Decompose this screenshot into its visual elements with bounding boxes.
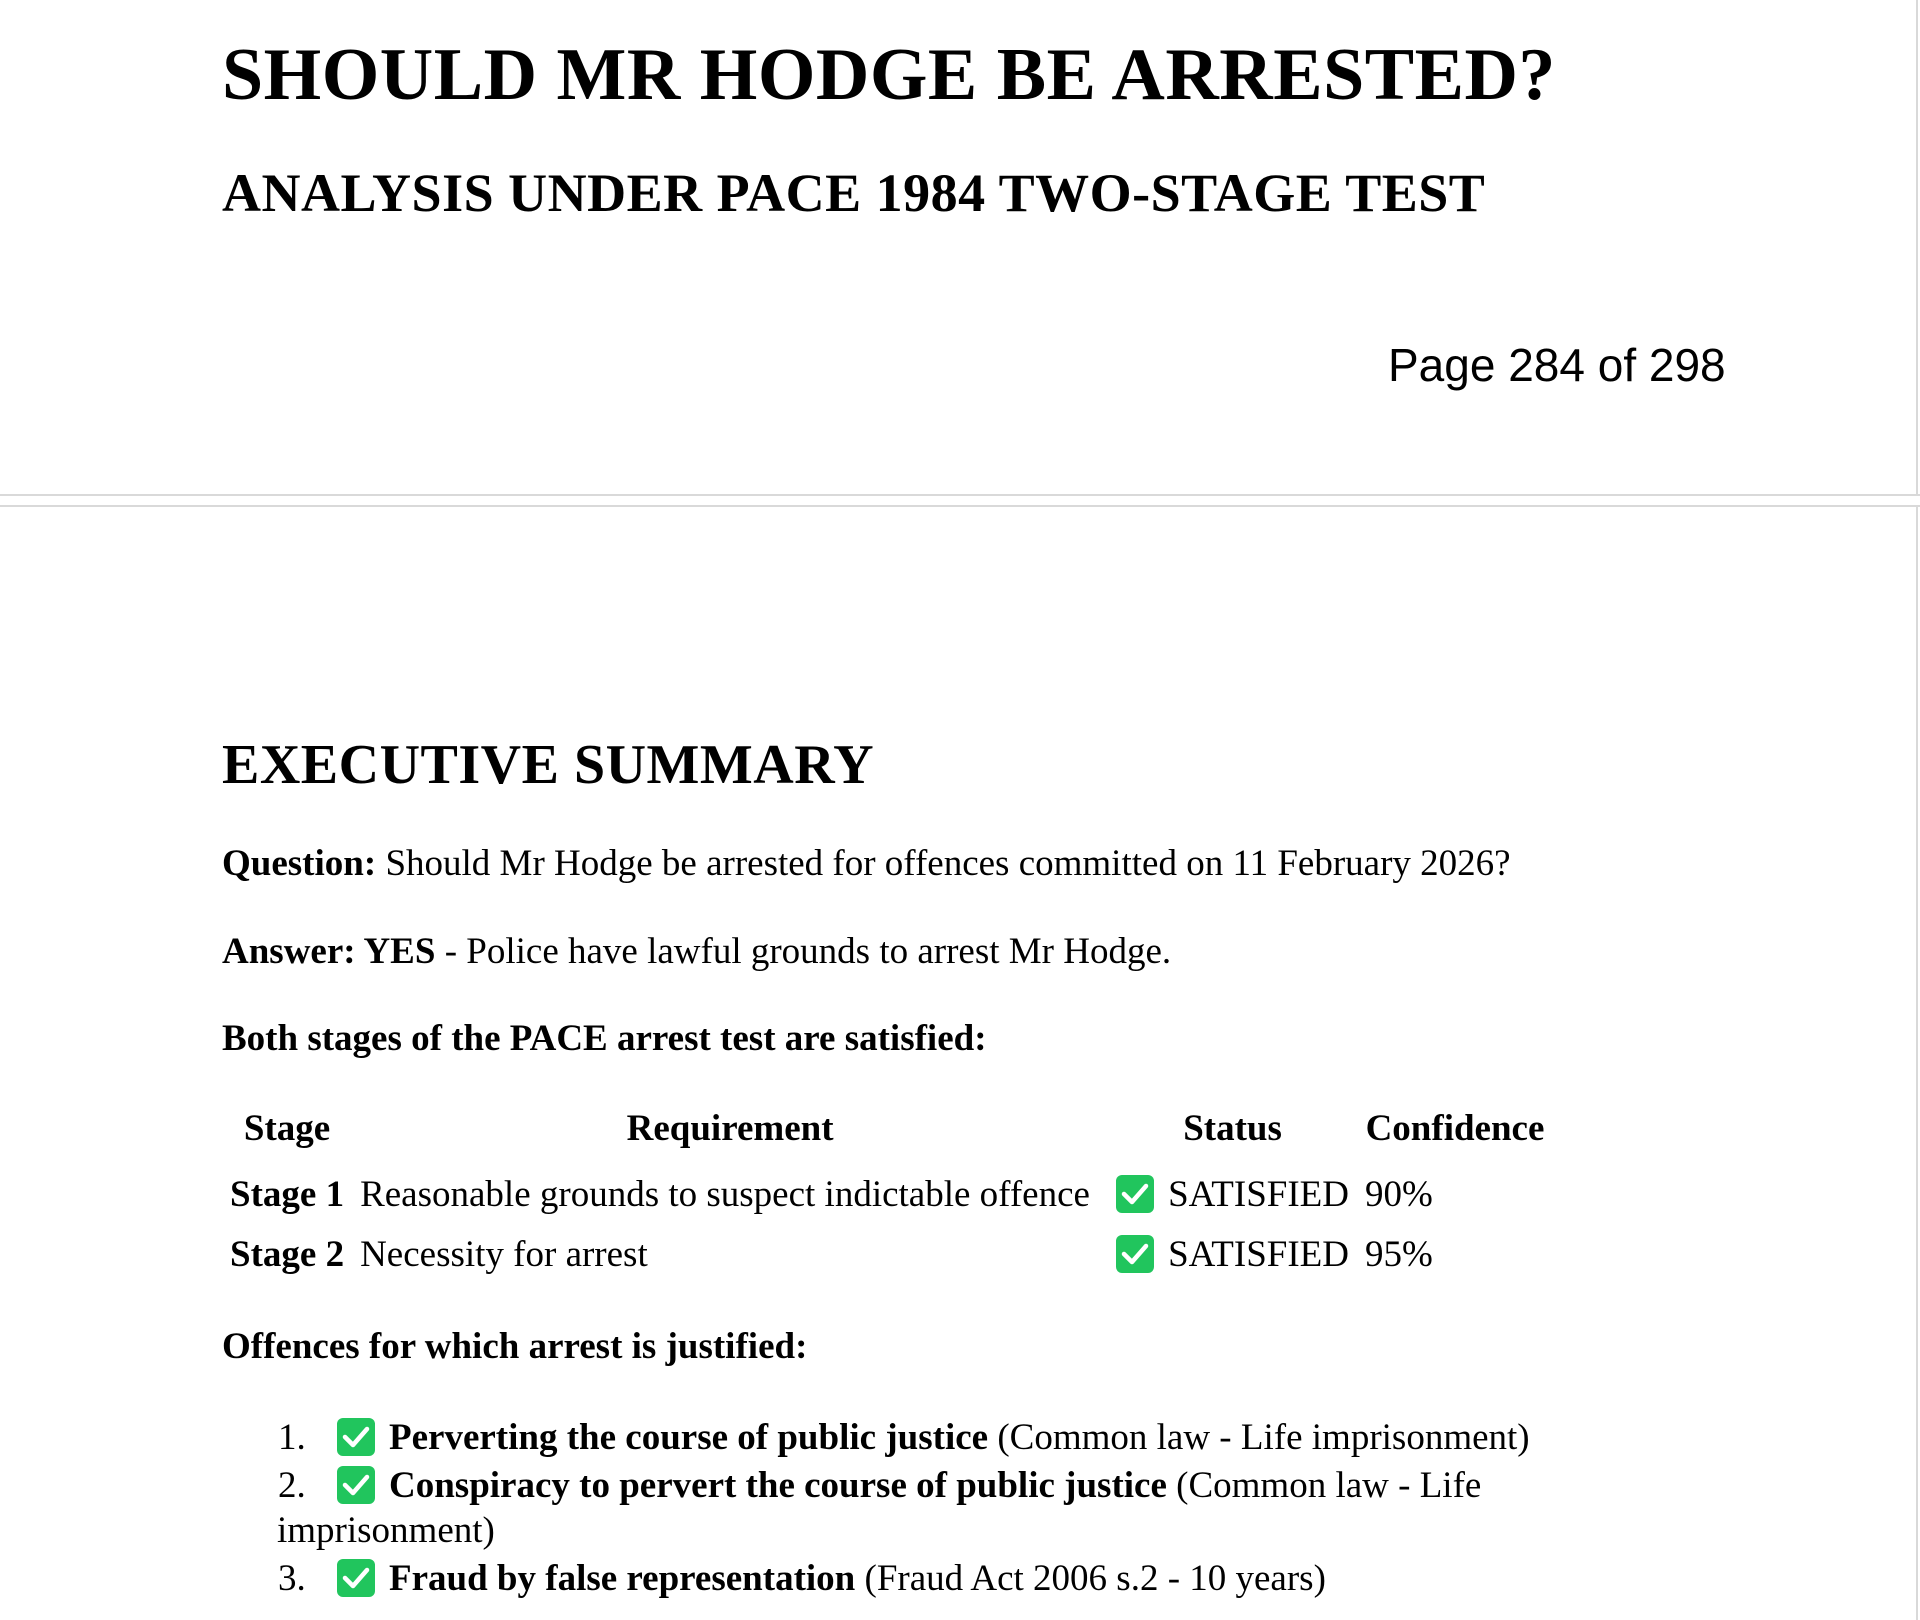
list-number: 3. <box>278 1558 306 1599</box>
offence-name: Fraud by false representation <box>389 1558 856 1599</box>
question-label: Question: <box>222 843 377 884</box>
table-header-stage: Stage <box>243 1108 331 1149</box>
document-page-bottom <box>0 507 1918 1620</box>
table-cell-requirement: Necessity for arrest <box>360 1233 648 1275</box>
question-text: Should Mr Hodge be arrested for offences committed on 11 February 2026? <box>385 843 1511 884</box>
offence-detail: (Fraud Act 2006 s.2 - 10 years) <box>864 1558 1326 1599</box>
list-number: 1. <box>278 1417 306 1458</box>
table-cell-confidence: 95% <box>1365 1233 1433 1275</box>
green-check-icon <box>337 1559 375 1597</box>
table-cell-status <box>1108 1164 1357 1224</box>
offences-list <box>222 1415 1622 1604</box>
table-header-confidence: Confidence <box>1365 1108 1545 1149</box>
question-paragraph <box>222 842 1511 885</box>
table-cell-requirement: Reasonable grounds to suspect indictable offence <box>360 1173 1090 1215</box>
offence-name: Perverting the course of public justice <box>389 1417 989 1458</box>
answer-label: Answer: YES <box>222 931 436 972</box>
offence-detail: (Common law - Life imprisonment) <box>997 1417 1530 1458</box>
table-row <box>222 1224 1553 1284</box>
list-number: 2. <box>278 1465 306 1506</box>
answer-paragraph <box>222 930 1171 973</box>
table-cell-status <box>1108 1224 1357 1284</box>
table-cell-stage: Stage 2 <box>230 1233 345 1275</box>
answer-text: - Police have lawful grounds to arrest Mr Hodge. <box>444 931 1172 972</box>
page-separator <box>0 494 1920 507</box>
document-page-top <box>0 0 1918 494</box>
green-check-icon <box>337 1418 375 1456</box>
table-cell-confidence: 90% <box>1365 1173 1433 1215</box>
list-item <box>222 1463 1622 1553</box>
table-header-requirement: Requirement <box>626 1108 834 1149</box>
page-number: Page 284 of 298 <box>1388 339 1726 391</box>
green-check-icon <box>1116 1235 1154 1273</box>
table-header-status: Status <box>1183 1108 1282 1149</box>
document-title: SHOULD MR HODGE BE ARRESTED? <box>222 34 1556 116</box>
offences-intro: Offences for which arrest is justified: <box>222 1326 808 1367</box>
green-check-icon <box>1116 1175 1154 1213</box>
table-header-row <box>222 1107 1553 1164</box>
stages-table <box>222 1107 1553 1284</box>
status-text: SATISFIED <box>1168 1173 1349 1215</box>
offence-name: Conspiracy to pervert the course of public justice <box>389 1465 1167 1506</box>
list-item <box>222 1556 1622 1601</box>
green-check-icon <box>337 1466 375 1504</box>
stages-intro: Both stages of the PACE arrest test are satisfied: <box>222 1018 987 1059</box>
list-item <box>222 1415 1622 1460</box>
table-row <box>222 1164 1553 1224</box>
offence-detail: (Common law - Life imprisonment) <box>277 1465 1482 1551</box>
table-cell-stage: Stage 1 <box>230 1173 345 1215</box>
document-subtitle: ANALYSIS UNDER PACE 1984 TWO-STAGE TEST <box>222 163 1486 223</box>
status-text: SATISFIED <box>1168 1233 1349 1275</box>
section-heading: EXECUTIVE SUMMARY <box>222 734 875 796</box>
